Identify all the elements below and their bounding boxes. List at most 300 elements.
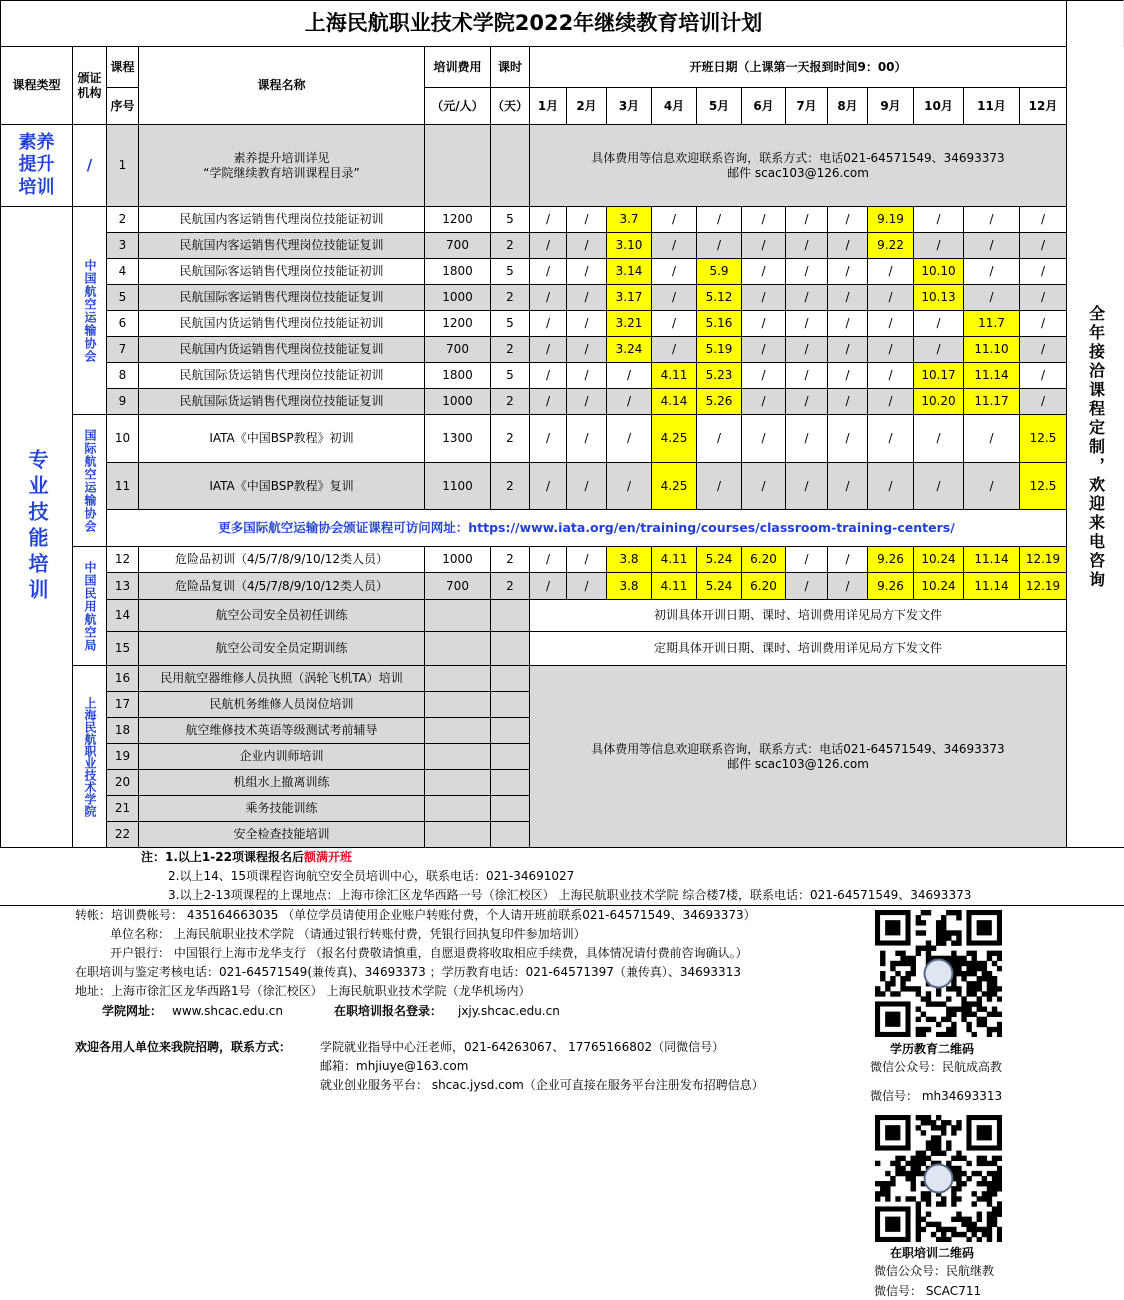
course-5-month-3	[607, 285, 652, 311]
course-13-month-8-text: /	[845, 578, 850, 593]
course-9-month-3	[607, 389, 652, 415]
course-8-name-text: 民航国际货运销售代理岗位技能证初训	[179, 368, 384, 382]
course-7-days-text: 2	[506, 342, 514, 356]
course-8-month-8	[828, 363, 868, 389]
course-4-month-9-text: /	[888, 264, 893, 278]
header-fee-2	[425, 88, 491, 125]
course-10-month-6-text: /	[761, 431, 766, 445]
course-8-days	[491, 363, 530, 389]
course-10-month-5	[697, 415, 742, 463]
course-4-month-5	[697, 259, 742, 285]
course-13-month-8	[828, 573, 868, 600]
course-4-name-text: 民航国际客运销售代理岗位技能证初训	[179, 264, 384, 278]
course-8-month-8-text: /	[845, 368, 850, 382]
header-month-9	[868, 88, 914, 125]
course-5-month-6-text: /	[761, 290, 766, 304]
header-course-type-text: 课程类型	[12, 78, 61, 92]
security-15-note-text: 定期具体开训日期、课时、培训费用详见局方下发文件	[653, 641, 942, 655]
header-seq-1-text: 课程	[110, 59, 135, 74]
course-7-month-4	[652, 337, 697, 363]
course-4-month-3	[607, 259, 652, 285]
course-10-month-3-text: /	[626, 431, 632, 445]
course-8-days-text: 5	[506, 368, 514, 382]
row1-days	[491, 125, 530, 207]
note-1-prefix: 注：1.以上1-22项课程报名后	[141, 850, 304, 864]
course-6-month-9	[868, 311, 914, 337]
course-10-fee-text: 1300	[442, 431, 473, 445]
header-course-type	[0, 47, 73, 125]
course-11-month-12-text: 12.5	[1029, 478, 1057, 493]
course-3-month-12	[1020, 233, 1067, 259]
course-13-month-7-text: /	[804, 578, 809, 593]
course-7-month-9-text: /	[888, 342, 893, 356]
course-12-month-6-text: 6.20	[750, 552, 777, 566]
course-11-seq	[107, 463, 139, 510]
course-6-month-7-text: /	[804, 316, 809, 330]
course-9-fee	[425, 389, 491, 415]
scac-22-seq-text: 22	[114, 827, 131, 841]
course-13-fee	[425, 573, 491, 600]
course-8-month-2	[567, 363, 607, 389]
course-12-month-11	[964, 547, 1020, 573]
course-2-month-11	[964, 207, 1020, 233]
header-fee-2-text: （元/人）	[431, 98, 484, 113]
course-10-month-2-text: /	[584, 431, 589, 445]
course-3-month-4-text: /	[671, 238, 677, 252]
course-4-month-3-text: 3.14	[615, 264, 643, 278]
course-13-month-10-text: 10.24	[921, 578, 956, 593]
course-12-fee	[425, 547, 491, 573]
course-10-month-6	[742, 415, 786, 463]
course-7-month-5-text: 5.19	[705, 342, 733, 356]
course-7-name-text: 民航国内货运销售代理岗位技能证复训	[179, 342, 384, 356]
course-4-month-7	[786, 259, 828, 285]
course-10-fee	[425, 415, 491, 463]
course-8-month-7-text: /	[804, 368, 809, 382]
qr1-wechat-id: 微信号： mh34693313	[870, 1089, 1003, 1103]
course-5-month-11	[964, 285, 1020, 311]
course-13-days	[491, 573, 530, 600]
course-4-fee	[425, 259, 491, 285]
course-7-month-11	[964, 337, 1020, 363]
course-4-month-10	[914, 259, 964, 285]
course-12-month-3	[607, 547, 652, 573]
qr-code-training	[875, 1115, 1002, 1242]
course-6-month-4	[652, 311, 697, 337]
course-2-month-10	[914, 207, 964, 233]
course-7-month-2	[567, 337, 607, 363]
course-10-month-10	[914, 415, 964, 463]
security-15-seq-text: 15	[114, 641, 131, 655]
course-12-days-text: 2	[506, 552, 514, 566]
course-11-month-5	[697, 463, 742, 510]
course-11-month-10	[914, 463, 964, 510]
course-13-month-3-text: 3.8	[619, 578, 639, 593]
security-14-name-text: 航空公司安全员初任训练	[215, 608, 348, 622]
course-11-month-6-text: /	[761, 478, 766, 493]
note-3: 3.以上2-13项课程的上课地点：上海市徐汇区龙华西路一号（徐汇校区） 上海民航职业技术学院 综合楼7楼，联系电话：021-64571549、34693373	[168, 888, 972, 902]
scac-16-fee	[425, 666, 491, 692]
course-6-month-10-text: /	[936, 316, 941, 330]
scac-21-fee	[425, 796, 491, 822]
course-3-month-8	[828, 233, 868, 259]
scac-contact	[530, 666, 1067, 848]
header-month-8-text: 8月	[837, 98, 858, 113]
course-4-month-6-text: /	[761, 264, 766, 278]
header-month-6	[742, 88, 786, 125]
course-2-fee-text: 1200	[442, 212, 473, 226]
course-9-month-6	[742, 389, 786, 415]
course-5-month-3-text: 3.17	[615, 290, 643, 304]
org-scac	[73, 666, 107, 848]
course-4-month-2	[567, 259, 607, 285]
course-9-month-11	[964, 389, 1020, 415]
security-14-note	[530, 600, 1067, 632]
course-12-month-11-text: 11.14	[974, 552, 1009, 566]
org-scac-text: 上海民航职业技术学院	[83, 696, 97, 817]
course-2-month-3-text: 3.7	[619, 212, 639, 226]
course-3-month-8-text: /	[845, 238, 850, 252]
course-7-name	[139, 337, 425, 363]
qr2-title: 在职培训二维码	[890, 1246, 975, 1260]
course-9-month-9	[868, 389, 914, 415]
course-8-month-5	[697, 363, 742, 389]
scac-22-name-text: 安全检查技能培训	[233, 827, 330, 841]
course-3-seq	[107, 233, 139, 259]
course-7-month-7	[786, 337, 828, 363]
scac-17-seq-text: 17	[114, 697, 131, 711]
scac-19-name	[139, 744, 425, 770]
category-professional	[0, 207, 73, 848]
course-4-month-4-text: /	[671, 264, 677, 278]
course-5-month-12	[1020, 285, 1067, 311]
course-10-month-11	[964, 415, 1020, 463]
course-9-name-text: 民航国际货运销售代理岗位技能证复训	[179, 394, 384, 408]
course-3-month-10-text: /	[936, 238, 941, 252]
course-13-seq	[107, 573, 139, 600]
course-2-seq-text: 2	[118, 212, 127, 226]
course-3-name	[139, 233, 425, 259]
org-caac	[73, 547, 107, 666]
course-3-month-5-text: /	[716, 238, 722, 252]
course-11-month-8-text: /	[845, 478, 850, 493]
course-6-month-11-text: 11.7	[978, 316, 1005, 330]
course-9-month-1-text: /	[545, 394, 551, 408]
course-9-month-3-text: /	[626, 394, 632, 408]
scac-17-name	[139, 692, 425, 718]
footer-website: www.shcac.edu.cn	[172, 1004, 283, 1018]
course-8-month-6-text: /	[761, 368, 766, 382]
course-6-month-4-text: /	[671, 316, 677, 330]
scac-21-seq	[107, 796, 139, 822]
header-month-1-text: 1月	[537, 98, 559, 113]
course-3-month-7	[786, 233, 828, 259]
course-2-month-5-text: /	[716, 212, 722, 226]
course-12-month-7	[786, 547, 828, 573]
iata-link	[107, 510, 1067, 547]
course-4-days	[491, 259, 530, 285]
course-6-fee-text: 1200	[442, 316, 473, 330]
course-12-month-4	[652, 547, 697, 573]
course-12-month-8-text: /	[845, 552, 850, 566]
course-13-month-2	[567, 573, 607, 600]
course-2-month-4-text: /	[671, 212, 677, 226]
course-12-month-12-text: 12.19	[1025, 552, 1061, 566]
course-11-name	[139, 463, 425, 510]
course-4-month-1-text: /	[545, 264, 551, 278]
course-8-month-10-text: 10.17	[921, 368, 956, 382]
course-10-month-3	[607, 415, 652, 463]
course-4-month-11-text: /	[989, 264, 994, 278]
course-3-fee	[425, 233, 491, 259]
course-7-month-4-text: /	[671, 342, 677, 356]
course-4-month-11	[964, 259, 1020, 285]
course-2-month-7-text: /	[804, 212, 809, 226]
header-seq-2-text: 序号	[110, 98, 135, 113]
header-month-8	[828, 88, 868, 125]
course-7-month-12-text: /	[1040, 342, 1046, 356]
course-8-name	[139, 363, 425, 389]
course-11-month-2-text: /	[584, 478, 589, 493]
course-8-month-5-text: 5.23	[705, 368, 733, 382]
category-professional-text: 专业技能培训	[25, 449, 49, 605]
course-10-month-7	[786, 415, 828, 463]
header-hours-1	[491, 47, 530, 88]
course-2-fee	[425, 207, 491, 233]
course-4-month-10-text: 10.10	[921, 264, 956, 278]
course-3-days-text: 2	[506, 238, 514, 252]
course-4-month-12-text: /	[1040, 264, 1046, 278]
course-9-month-5-text: 5.26	[705, 394, 733, 408]
header-month-7-text: 7月	[796, 98, 817, 113]
scac-19-seq-text: 19	[114, 749, 131, 763]
course-2-month-2-text: /	[584, 212, 589, 226]
qr-code-training-logo	[925, 1165, 953, 1193]
header-month-2	[567, 88, 607, 125]
scac-22-days	[491, 822, 530, 848]
course-4-month-4	[652, 259, 697, 285]
course-4-month-8-text: /	[845, 264, 850, 278]
header-month-3	[607, 88, 652, 125]
header-month-1	[530, 88, 567, 125]
scac-22-name	[139, 822, 425, 848]
course-7-month-6	[742, 337, 786, 363]
scac-16-seq-text: 16	[114, 671, 131, 685]
header-month-10	[914, 88, 964, 125]
course-8-month-11	[964, 363, 1020, 389]
course-5-month-10	[914, 285, 964, 311]
course-2-month-12-text: /	[1040, 212, 1046, 226]
course-2-month-3	[607, 207, 652, 233]
header-month-4-text: 4月	[663, 98, 685, 113]
note-2: 2.以上14、15项课程咨询航空安全员培训中心，联系电话：021-34691027	[168, 869, 575, 883]
scac-20-name-text: 机组水上撤离训练	[233, 775, 330, 789]
course-10-seq-text: 10	[114, 431, 131, 445]
course-12-month-9-text: 9.26	[877, 552, 904, 566]
scac-16-name	[139, 666, 425, 692]
course-9-days-text: 2	[506, 394, 514, 408]
course-8-month-10	[914, 363, 964, 389]
scac-18-days	[491, 718, 530, 744]
course-5-month-10-text: 10.13	[921, 290, 956, 304]
course-2-name	[139, 207, 425, 233]
course-8-month-9-text: /	[888, 368, 893, 382]
scac-16-name-text: 民用航空器维修人员执照（涡轮飞机TA）培训	[160, 671, 403, 685]
course-2-month-7	[786, 207, 828, 233]
course-5-seq-text: 5	[118, 290, 127, 304]
course-11-month-11	[964, 463, 1020, 510]
course-13-month-5-text: 5.24	[705, 578, 733, 593]
course-3-name-text: 民航国内客运销售代理岗位技能证复训	[179, 238, 384, 252]
course-3-month-1-text: /	[545, 238, 551, 252]
course-5-month-5-text: 5.12	[705, 290, 733, 304]
course-5-name	[139, 285, 425, 311]
course-10-month-1-text: /	[545, 431, 551, 445]
course-5-month-11-text: /	[989, 290, 994, 304]
security-15-days	[491, 632, 530, 666]
course-10-month-9-text: /	[888, 431, 893, 445]
course-6-month-6	[742, 311, 786, 337]
footer-phones: 在职培训与鉴定考核电话：021-64571549(兼传真)、34693373 ；学历教育电话：021-64571397（兼传真）、34693313	[75, 965, 741, 979]
course-3-month-2-text: /	[584, 238, 589, 252]
qr-code-education-logo	[925, 960, 953, 988]
footer-address: 地址：上海市徐汇区龙华西路1号（徐汇校区） 上海民航职业技术学院（龙华机场内）	[75, 984, 531, 998]
course-6-month-5	[697, 311, 742, 337]
org-caac-text: 中国民用航空局	[83, 560, 97, 652]
course-12-month-12	[1020, 547, 1067, 573]
course-11-fee	[425, 463, 491, 510]
course-6-month-1	[530, 311, 567, 337]
security-14-name	[139, 600, 425, 632]
course-3-month-2	[567, 233, 607, 259]
header-hours-2	[491, 88, 530, 125]
header-month-7	[786, 88, 828, 125]
course-7-month-2-text: /	[584, 342, 589, 356]
course-13-month-4	[652, 573, 697, 600]
course-4-month-2-text: /	[584, 264, 589, 278]
security-15-note	[530, 632, 1067, 666]
course-8-month-4-text: 4.11	[660, 368, 688, 382]
course-7-month-5	[697, 337, 742, 363]
course-9-month-12	[1020, 389, 1067, 415]
course-11-month-1-text: /	[545, 478, 551, 493]
course-13-month-11-text: 11.14	[974, 578, 1009, 593]
iata-link-text: 更多国际航空运输协会颁证课程可访问网址：https://www.iata.org/en/training/courses/classroom-training-centers/	[218, 520, 955, 536]
course-3-month-6-text: /	[761, 238, 766, 252]
scac-19-name-text: 企业内训师培训	[239, 749, 324, 763]
course-2-month-2	[567, 207, 607, 233]
scac-18-fee	[425, 718, 491, 744]
course-4-month-6	[742, 259, 786, 285]
course-7-seq-text: 7	[118, 342, 127, 356]
course-11-month-8	[828, 463, 868, 510]
course-13-name-text: 危险品复训（4/5/7/8/9/10/12类人员）	[175, 578, 388, 593]
header-course-name-text: 课程名称	[257, 78, 306, 92]
org-none-text: /	[86, 156, 93, 175]
course-12-month-6	[742, 547, 786, 573]
course-7-fee	[425, 337, 491, 363]
course-11-name-text: IATA《中国BSP教程》复训	[209, 478, 354, 493]
course-5-month-2-text: /	[584, 290, 589, 304]
header-course-name	[139, 47, 425, 125]
course-11-month-2	[567, 463, 607, 510]
course-2-month-8	[828, 207, 868, 233]
course-11-month-3-text: /	[626, 478, 632, 493]
course-9-month-10-text: 10.20	[921, 394, 956, 408]
course-6-month-2-text: /	[584, 316, 589, 330]
course-9-month-12-text: /	[1040, 394, 1046, 408]
category-quality	[0, 125, 73, 207]
course-2-month-1-text: /	[545, 212, 551, 226]
course-3-month-12-text: /	[1040, 238, 1046, 252]
course-2-month-12	[1020, 207, 1067, 233]
header-month-6-text: 6月	[753, 98, 774, 113]
course-11-month-9	[868, 463, 914, 510]
course-10-name	[139, 415, 425, 463]
org-caac-transport-text: 中国航空运输协会	[83, 258, 97, 363]
qr-code-education	[875, 910, 1002, 1037]
header-seq-1	[107, 47, 139, 88]
course-8-month-3	[607, 363, 652, 389]
course-11-seq-text: 11	[114, 478, 131, 493]
footer-login: jxjy.shcac.edu.cn	[458, 1004, 560, 1018]
course-10-month-7-text: /	[804, 431, 809, 445]
course-9-month-6-text: /	[761, 394, 766, 408]
course-3-month-4	[652, 233, 697, 259]
scac-20-days	[491, 770, 530, 796]
scac-17-days	[491, 692, 530, 718]
course-6-month-8-text: /	[845, 316, 850, 330]
course-3-month-7-text: /	[804, 238, 809, 252]
course-6-month-3-text: 3.21	[615, 316, 643, 330]
course-13-month-9-text: 9.26	[877, 578, 904, 593]
note-1-red: 额满开班	[303, 850, 352, 864]
course-6-month-5-text: 5.16	[705, 316, 733, 330]
course-9-month-11-text: 11.17	[974, 394, 1009, 408]
course-6-month-7	[786, 311, 828, 337]
course-13-month-2-text: /	[584, 578, 589, 593]
course-9-fee-text: 1000	[442, 394, 473, 408]
course-11-month-7	[786, 463, 828, 510]
course-8-month-12	[1020, 363, 1067, 389]
security-15-seq	[107, 632, 139, 666]
course-11-month-6	[742, 463, 786, 510]
header-month-11	[964, 88, 1020, 125]
course-3-month-6	[742, 233, 786, 259]
course-9-month-7	[786, 389, 828, 415]
course-2-month-5	[697, 207, 742, 233]
security-14-fee	[425, 600, 491, 632]
course-13-month-5	[697, 573, 742, 600]
course-9-month-2-text: /	[584, 394, 589, 408]
course-7-month-9	[868, 337, 914, 363]
course-13-month-9	[868, 573, 914, 600]
course-6-days-text: 5	[506, 316, 514, 330]
side-note-text: 全年接洽课程定制，欢迎来电咨询	[1086, 304, 1106, 590]
scac-20-fee	[425, 770, 491, 796]
course-12-month-2	[567, 547, 607, 573]
header-org-text: 颁证机构	[77, 70, 102, 100]
course-10-month-9	[868, 415, 914, 463]
course-10-month-10-text: /	[936, 431, 941, 445]
security-15-name	[139, 632, 425, 666]
course-3-month-5	[697, 233, 742, 259]
course-5-month-4	[652, 285, 697, 311]
course-13-month-6	[742, 573, 786, 600]
course-5-month-8-text: /	[845, 290, 850, 304]
scac-19-days	[491, 744, 530, 770]
course-4-month-12	[1020, 259, 1067, 285]
